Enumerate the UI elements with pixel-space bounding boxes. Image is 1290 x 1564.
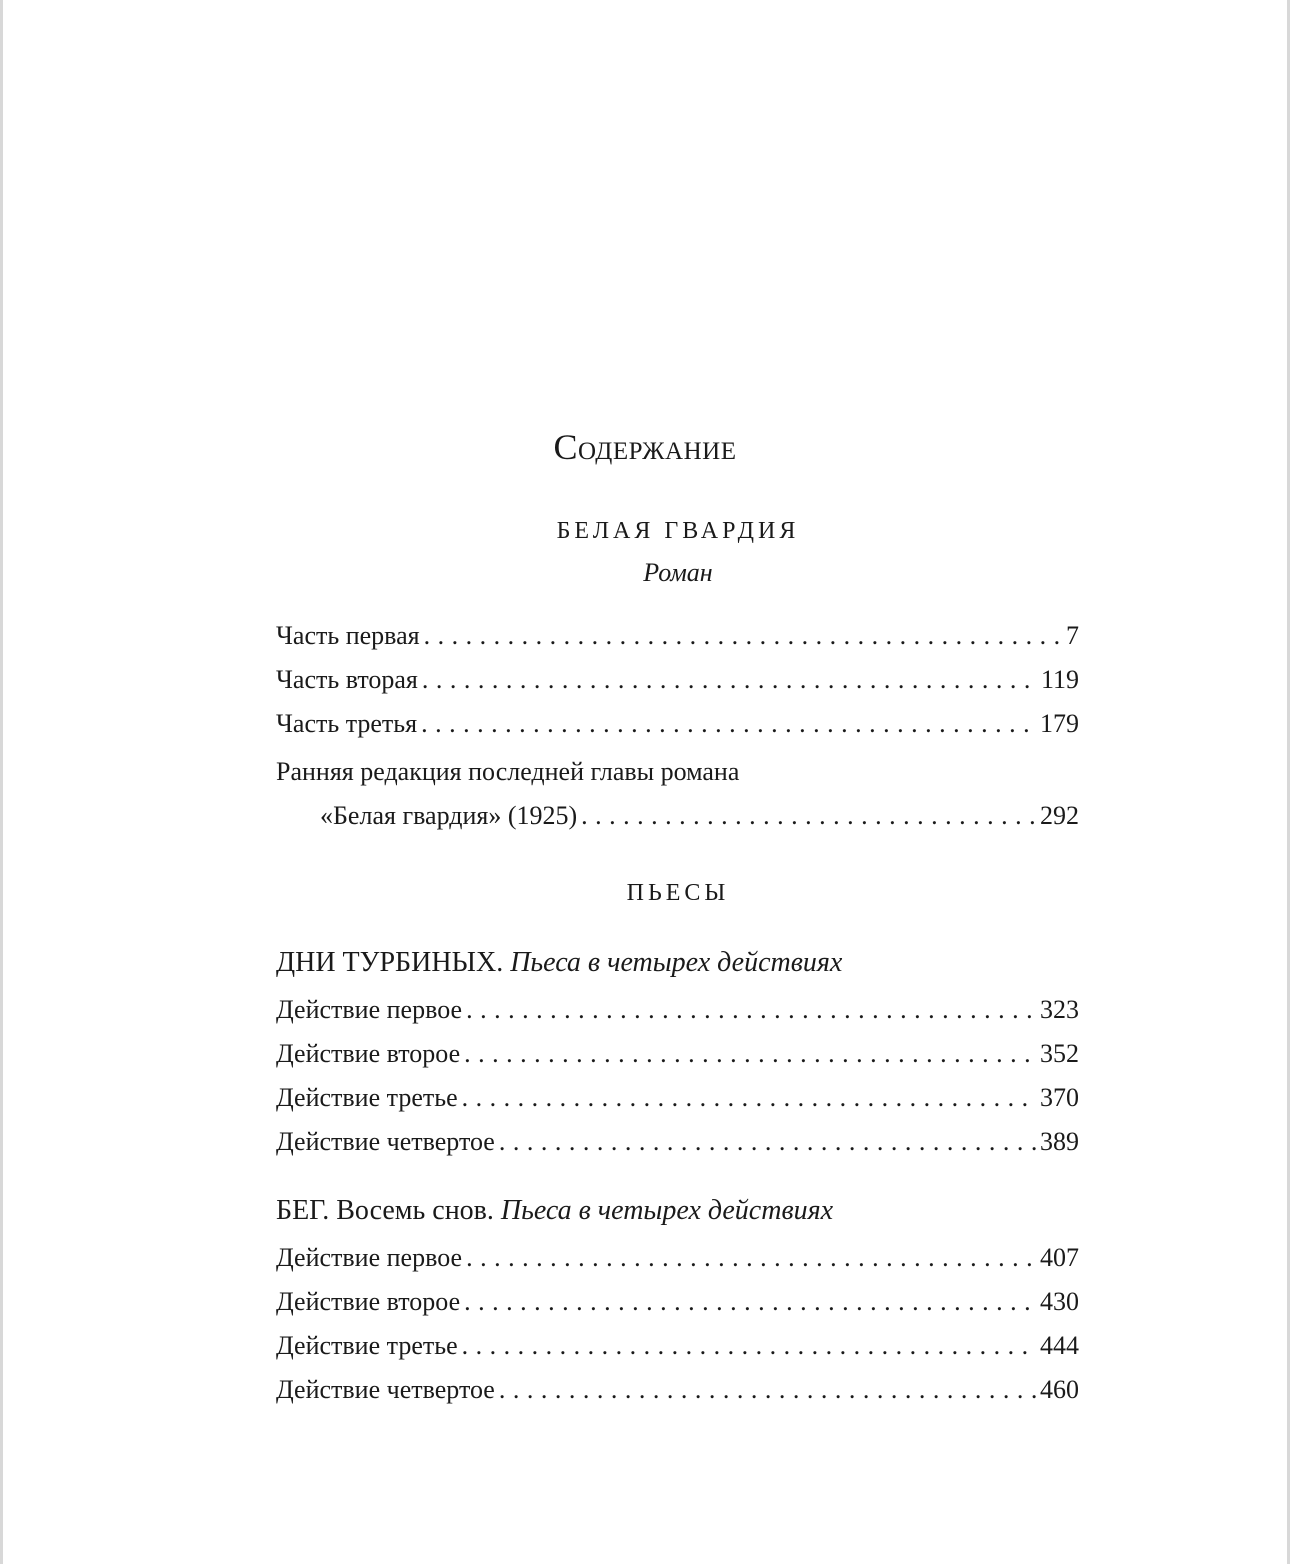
toc-entry-label: Действие второе bbox=[276, 1039, 461, 1068]
toc-entry-label: Часть вторая bbox=[276, 665, 418, 694]
toc-entry[interactable] bbox=[276, 662, 1079, 698]
toc-entry-label-line1[interactable]: Ранняя редакция последней главы романа bbox=[276, 757, 740, 786]
toc-entry[interactable] bbox=[276, 1372, 1079, 1408]
dot-leader bbox=[421, 706, 1036, 742]
dot-leader bbox=[499, 1372, 1036, 1408]
work-title-main: ДНИ ТУРБИНЫХ. bbox=[276, 947, 504, 978]
toc-entry-page: 352 bbox=[1040, 1039, 1079, 1068]
toc-entry[interactable] bbox=[320, 798, 1079, 834]
toc-entry-label: Действие первое bbox=[276, 1243, 463, 1272]
toc-entry[interactable] bbox=[276, 1240, 1079, 1276]
toc-entry-page: 444 bbox=[1040, 1331, 1079, 1360]
toc-entry-page: 460 bbox=[1040, 1375, 1079, 1404]
toc-entry-page: 179 bbox=[1040, 709, 1079, 738]
toc-entry[interactable] bbox=[276, 1036, 1079, 1072]
toc-entry-page: 430 bbox=[1040, 1287, 1079, 1316]
toc-entry[interactable] bbox=[276, 1328, 1079, 1364]
work-title-subtitle: Пьеса в четырех действиях bbox=[500, 1195, 834, 1226]
toc-entry-label: Действие третье bbox=[276, 1331, 458, 1360]
toc-entry[interactable] bbox=[276, 1124, 1079, 1160]
dot-leader bbox=[422, 662, 1037, 698]
toc-entry[interactable] bbox=[276, 706, 1079, 742]
toc-entry-label: Действие второе bbox=[276, 1287, 461, 1316]
toc-entry-label: Действие третье bbox=[276, 1083, 458, 1112]
toc-entry[interactable] bbox=[276, 992, 1079, 1028]
dot-leader bbox=[499, 1124, 1036, 1160]
toc-entry-label: «Белая гвардия» (1925) bbox=[320, 801, 578, 830]
toc-entry-page: 407 bbox=[1040, 1243, 1079, 1272]
dot-leader bbox=[424, 618, 1062, 654]
work-title-subtitle: Пьеса в четырех действиях bbox=[510, 947, 843, 978]
novel-heading: БЕЛАЯ ГВАРДИЯ bbox=[556, 518, 800, 544]
dot-leader bbox=[464, 1284, 1036, 1320]
dot-leader bbox=[581, 798, 1036, 834]
plays-heading: ПЬЕСЫ bbox=[626, 880, 730, 906]
toc-entry-label: Действие первое bbox=[276, 995, 463, 1024]
work-title bbox=[276, 1192, 833, 1230]
dot-leader bbox=[466, 992, 1036, 1028]
work-title bbox=[276, 944, 842, 982]
novel-subtitle: Роман bbox=[643, 558, 713, 587]
page-title: Содержание bbox=[553, 427, 737, 467]
toc-entry[interactable] bbox=[276, 1284, 1079, 1320]
toc-entry-page: 7 bbox=[1066, 621, 1079, 650]
toc-entry[interactable] bbox=[276, 618, 1079, 654]
page-edge-left bbox=[0, 0, 3, 1564]
toc-entry-label: Часть третья bbox=[276, 709, 418, 738]
dot-leader bbox=[466, 1240, 1036, 1276]
toc-entry-label: Действие четвертое bbox=[276, 1127, 495, 1156]
dot-leader bbox=[462, 1080, 1036, 1116]
work-title-main: БЕГ. Восемь снов. bbox=[276, 1195, 494, 1226]
toc-entry-page: 370 bbox=[1040, 1083, 1079, 1112]
toc-entry-page: 389 bbox=[1040, 1127, 1079, 1156]
toc-entry[interactable] bbox=[276, 1080, 1079, 1116]
dot-leader bbox=[464, 1036, 1036, 1072]
dot-leader bbox=[462, 1328, 1036, 1364]
toc-entry-label: Действие четвертое bbox=[276, 1375, 495, 1404]
toc-entry-page: 119 bbox=[1040, 665, 1079, 694]
toc-entry-page: 292 bbox=[1040, 801, 1079, 830]
toc-entry-page: 323 bbox=[1040, 995, 1079, 1024]
toc-entry-label: Часть первая bbox=[276, 621, 420, 650]
